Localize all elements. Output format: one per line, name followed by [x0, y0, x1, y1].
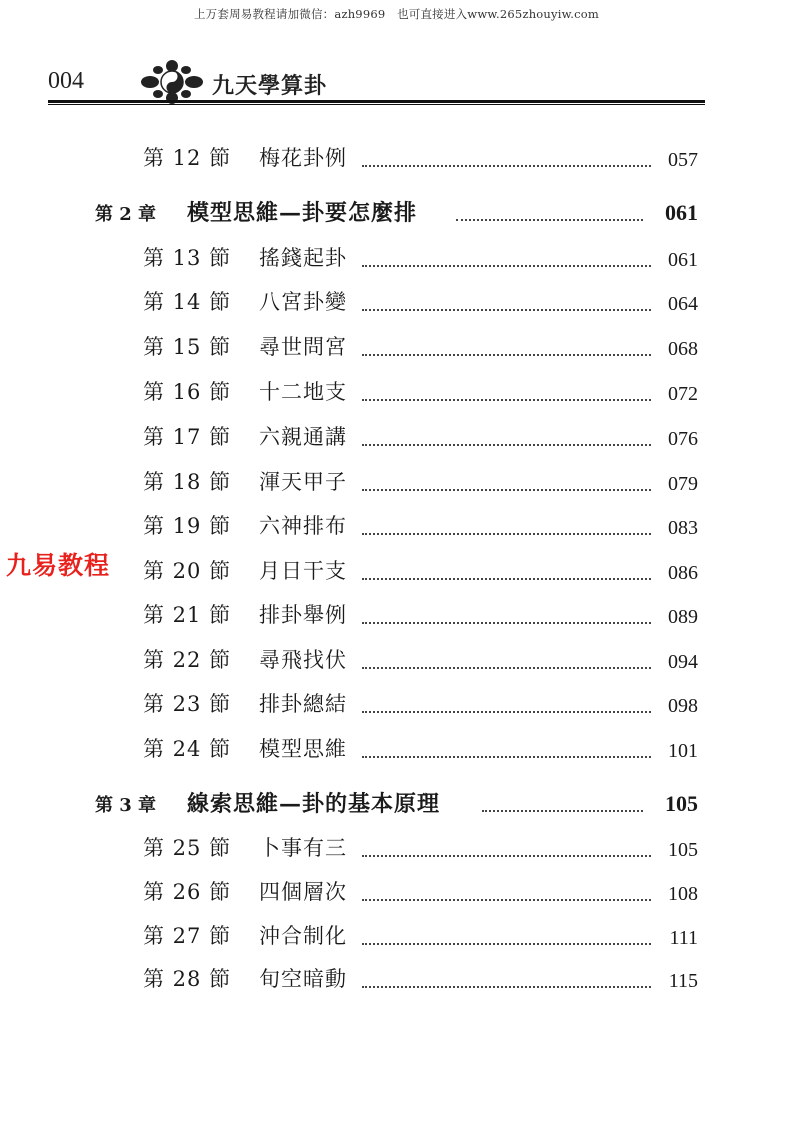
toc-section-row	[0, 555, 793, 591]
section-title: 搖錢起卦	[259, 246, 347, 270]
watermark: 九易教程	[6, 551, 111, 580]
header-rule	[48, 100, 705, 103]
toc-section-row	[0, 688, 793, 724]
section-title: 尋飛找伏	[259, 648, 347, 672]
book-title: 九天學算卦	[212, 73, 328, 99]
dot-leader	[362, 354, 651, 356]
section-title: 八宮卦變	[259, 290, 347, 314]
toc-section-row	[0, 331, 793, 367]
section-number: 第 18 節	[143, 470, 232, 494]
dot-leader	[362, 309, 651, 311]
section-number: 第 26 節	[143, 880, 232, 904]
dot-leader	[362, 265, 651, 267]
page-reference: 079	[668, 473, 698, 495]
section-title: 尋世問宮	[259, 335, 347, 359]
toc-section-row	[0, 876, 793, 912]
page-reference: 057	[668, 149, 698, 171]
section-title: 六神排布	[259, 514, 347, 538]
toc-section-row	[0, 376, 793, 412]
dot-leader	[362, 578, 651, 580]
section-number: 第 20 節	[143, 559, 232, 583]
toc-section-row	[0, 510, 793, 546]
dot-leader	[362, 899, 651, 901]
dot-leader	[362, 667, 651, 669]
dot-leader	[362, 444, 651, 446]
section-number: 第 28 節	[143, 967, 232, 991]
section-number: 第 23 節	[143, 692, 232, 716]
chapter-title: 模型思維—卦要怎麼排	[187, 200, 418, 226]
dot-leader	[362, 533, 651, 535]
toc-section-row	[0, 832, 793, 868]
section-title: 梅花卦例	[259, 146, 347, 170]
dot-leader	[362, 489, 651, 491]
page-reference: 083	[668, 517, 698, 539]
dot-leader	[362, 711, 651, 713]
section-number: 第 13 節	[143, 246, 232, 270]
toc-section-row	[0, 599, 793, 635]
toc-chapter-row	[0, 787, 793, 823]
dot-leader	[362, 165, 651, 167]
page-reference: 094	[668, 651, 698, 673]
page-reference: 098	[668, 695, 698, 717]
page-reference: 111	[669, 927, 698, 949]
header-rule-thin	[48, 104, 705, 105]
section-title: 沖合制化	[259, 924, 347, 948]
section-title: 月日干支	[259, 559, 347, 583]
page-reference: 086	[668, 562, 698, 584]
dot-leader	[362, 399, 651, 401]
section-number: 第 16 節	[143, 380, 232, 404]
section-number: 第 22 節	[143, 648, 232, 672]
top-note: 上万套周易教程请加微信：azh9969 也可直接进入www.265zhouyiw.com	[193, 7, 600, 21]
page-reference: 089	[668, 606, 698, 628]
page-reference: 105	[665, 791, 698, 816]
toc-section-row	[0, 920, 793, 956]
section-number: 第 21 節	[143, 603, 232, 627]
section-title: 卜事有三	[259, 836, 347, 860]
section-number: 第 24 節	[143, 737, 232, 761]
dot-leader	[362, 986, 651, 988]
section-number: 第 27 節	[143, 924, 232, 948]
toc-section-row	[0, 286, 793, 322]
section-title: 模型思維	[259, 737, 347, 761]
toc-section-row	[0, 733, 793, 769]
page-reference: 068	[668, 338, 698, 360]
section-number: 第 12 節	[143, 146, 232, 170]
toc-section-row	[0, 421, 793, 457]
toc-section-row	[0, 963, 793, 999]
section-number: 第 17 節	[143, 425, 232, 449]
section-title: 四個層次	[259, 880, 347, 904]
dot-leader	[482, 810, 643, 812]
toc-section-row	[0, 644, 793, 680]
section-title: 渾天甲子	[259, 470, 347, 494]
dot-leader	[362, 855, 651, 857]
page-reference: 061	[665, 200, 698, 225]
page-reference: 072	[668, 383, 698, 405]
chapter-title: 線索思維—卦的基本原理	[187, 791, 441, 817]
dot-leader	[362, 622, 651, 624]
toc-section-row	[0, 142, 793, 178]
page-number: 004	[48, 68, 84, 94]
page-reference: 061	[668, 249, 698, 271]
section-number: 第 14 節	[143, 290, 232, 314]
toc-section-row	[0, 242, 793, 278]
page-reference: 105	[668, 839, 698, 861]
page-reference: 076	[668, 428, 698, 450]
page-reference: 108	[668, 883, 698, 905]
toc-chapter-row	[0, 196, 793, 232]
page-reference: 064	[668, 293, 698, 315]
section-number: 第 25 節	[143, 836, 232, 860]
dot-leader	[362, 756, 651, 758]
section-title: 排卦總結	[259, 692, 347, 716]
chapter-number: 第 2 章	[95, 204, 157, 225]
section-title: 旬空暗動	[259, 967, 347, 991]
section-title: 十二地支	[259, 380, 347, 404]
dot-leader	[362, 943, 651, 945]
chapter-number: 第 3 章	[95, 795, 157, 816]
section-title: 六親通講	[259, 425, 347, 449]
section-title: 排卦舉例	[259, 603, 347, 627]
section-number: 第 15 節	[143, 335, 232, 359]
section-number: 第 19 節	[143, 514, 232, 538]
page-reference: 115	[668, 970, 698, 992]
page-reference: 101	[668, 740, 698, 762]
toc-section-row	[0, 466, 793, 502]
dot-leader	[456, 219, 643, 221]
